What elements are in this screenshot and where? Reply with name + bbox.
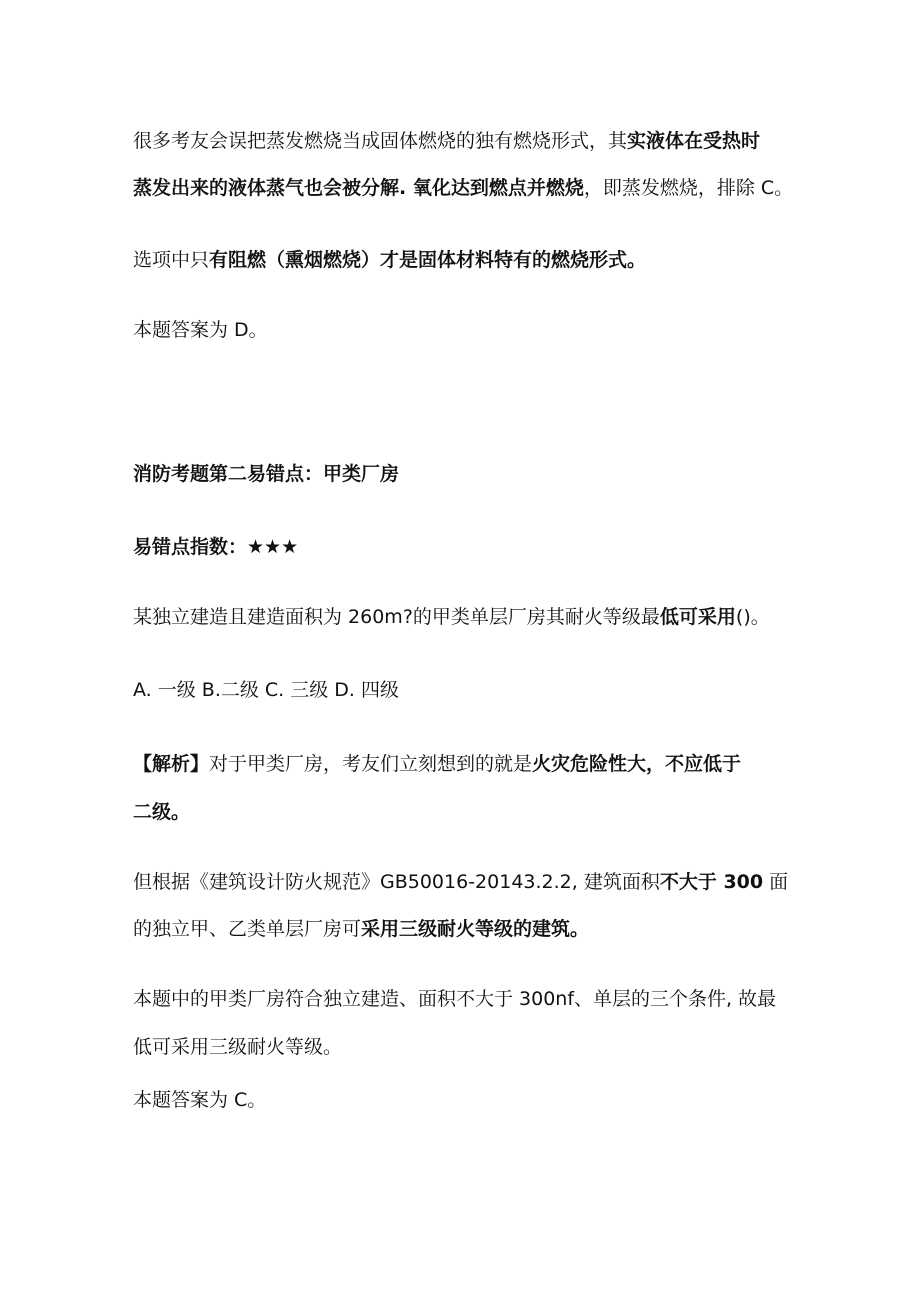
text-span: 的独立甲、乙类单层厂房可 [133,918,362,940]
paragraph-2 [133,247,813,273]
bold-span: 蒸发出来的液体蒸气也会被分解. 氧化达到燃点并燃烧 [133,177,584,199]
bold-span: 不大于 300 [659,871,764,893]
analysis-line-1 [133,751,813,777]
text-span: 对于甲类厂房，考友们立刻想到的就是 [209,753,533,775]
basis-line-1 [133,869,813,895]
paragraph-1-line-2 [133,175,813,201]
text-span: 某独立建造且建造面积为 260m?的甲类单层厂房其耐火等级最 [133,606,660,628]
basis-line-2 [133,916,813,942]
section-heading: 消防考题第二易错点：甲类厂房 [133,463,400,485]
text-span: 面 [763,871,789,893]
bold-span: 实液体在受热时 [627,130,761,152]
conclusion-line-1: 本题中的甲类厂房符合独立建造、面积不大于 300nf、单层的三个条件, 故最 [133,988,777,1010]
paragraph-1-line-1 [133,128,813,154]
text-span: 但根据《建筑设计防火规范》GB50016-20143.2.2, 建筑面积 [133,871,660,893]
answer-2: 本题答案为 C。 [133,1089,267,1111]
question-text [133,604,813,630]
bold-span: 采用三级耐火等级的建筑。 [361,918,590,940]
text-span: ()。 [735,606,770,628]
bold-span: 有阻燃（熏烟燃烧）才是固体材料特有的燃烧形式。 [209,249,647,271]
question-options: A. 一级 B.二级 C. 三级 D. 四级 [133,679,399,701]
bold-span: 火灾危险性大，不应低于 [532,753,742,775]
text-span: 很多考友会误把蒸发燃烧当成固体燃烧的独有燃烧形式，其 [133,130,628,152]
analysis-label: 【解析】 [133,753,210,775]
conclusion-line-2: 低可采用三级耐火等级。 [133,1036,343,1058]
bold-span: 低可采用 [659,606,736,628]
text-span: 选项中只 [133,249,210,271]
difficulty-index: 易错点指数：★★★ [133,536,299,558]
answer-1: 本题答案为 D。 [133,319,268,341]
analysis-line-2: 二级。 [133,801,191,823]
text-span: ，即蒸发燃烧，排除 C。 [583,177,794,199]
